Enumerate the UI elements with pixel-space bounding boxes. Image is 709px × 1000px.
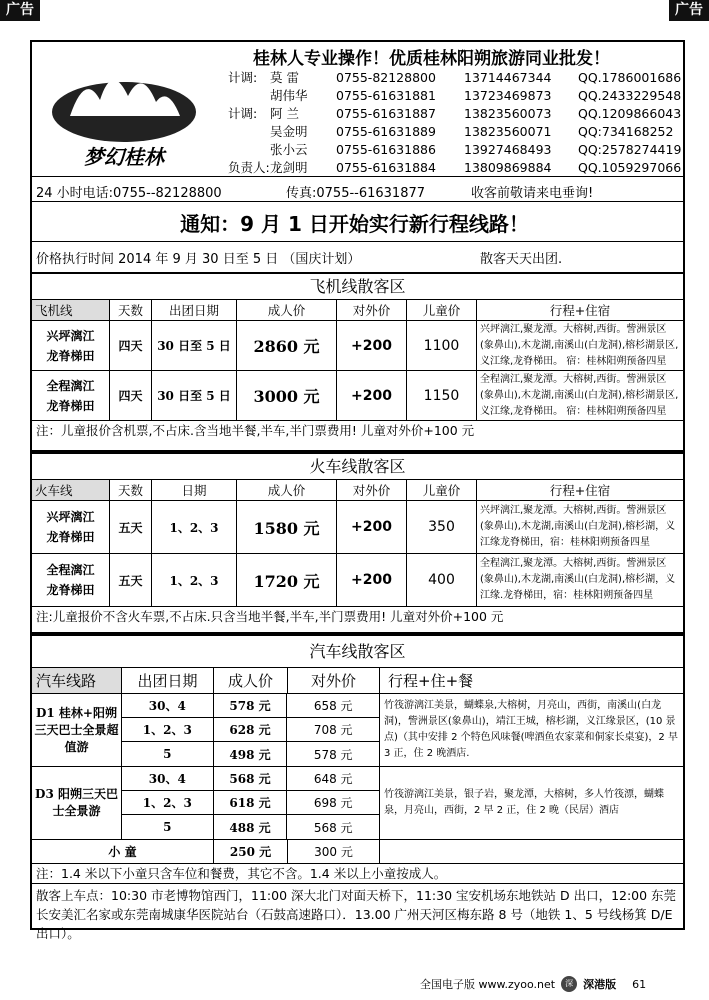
contact-name: 吴金明	[270, 124, 308, 139]
contact-row	[228, 87, 688, 105]
bus-header-cell: 出团日期	[122, 668, 214, 693]
contact-list	[228, 69, 688, 177]
route-line-2: 龙脊梯田	[46, 348, 95, 363]
divider	[30, 176, 685, 177]
flight-row	[32, 321, 683, 371]
contact-mobile: 13823560071	[464, 124, 552, 139]
bus-date: 5	[122, 742, 214, 766]
route-line-2: 龙脊梯田	[46, 398, 95, 413]
flight-section	[30, 272, 685, 452]
hotline-fax: 传真:0755--61631877	[286, 186, 426, 201]
route-line-1: 兴坪漓江	[46, 328, 95, 343]
bus-adult-price: 618 元	[214, 791, 288, 814]
bus-route-name: D1 桂林+阳朔三天巴士全景超值游	[32, 694, 122, 766]
contact-role	[228, 141, 270, 159]
bus-date: 30、4	[122, 767, 214, 790]
hotline-phone: 24 小时电话:0755--82128800	[36, 186, 222, 201]
bus-external-price: 708 元	[313, 723, 353, 737]
bus-header-row	[32, 668, 683, 694]
flight-header-cell: 对外价	[337, 300, 407, 320]
hotline-confirm: 收客前敬请来电垂询!	[471, 186, 594, 201]
child-price: 400	[407, 554, 477, 606]
route-line-1: 兴坪漓江	[46, 510, 95, 524]
adult-price: 1720 元	[237, 554, 337, 606]
contact-name: 莫 雷	[270, 70, 299, 85]
bus-price-block	[122, 767, 380, 839]
route-line-1: 全程漓江	[46, 378, 95, 393]
flight-header-cell: 行程+住宿	[549, 303, 611, 318]
bus-child-row	[32, 840, 683, 864]
train-header-cell: 日期	[152, 480, 237, 500]
contact-qq: QQ.2433229548	[578, 88, 682, 103]
train-section	[30, 452, 685, 634]
dates-cell: 30 日至 5 日	[152, 371, 237, 420]
flight-header-cell: 出团日期	[152, 300, 237, 320]
bus-header-cell: 行程+住+餐	[388, 672, 474, 690]
external-price: +200	[337, 501, 407, 553]
route-name	[32, 554, 110, 606]
header-title: 桂林人专业操作！优质桂林阳朔旅游同业批发！	[253, 49, 610, 69]
contact-mobile: 13809869884	[464, 160, 552, 175]
adult-price: 2860 元	[237, 321, 337, 370]
flight-header-cell: 儿童价	[407, 300, 477, 320]
days-cell: 五天	[110, 501, 152, 553]
contact-name: 胡伟华	[270, 88, 308, 103]
contact-row	[228, 159, 688, 177]
bus-itinerary: 竹筏游漓江美景，银子岩，聚龙潭，大榕树，多人竹筏漂，蝴蝶泉，月亮山，西街，2 早 2 正，住 2 晚（民居）酒店	[384, 789, 664, 816]
notice-title: 通知：9 月 1 日开始实行新行程线路！	[180, 212, 529, 236]
contact-tel: 0755-61631884	[336, 160, 436, 175]
contact-role	[228, 123, 270, 141]
bus-adult-price: 498 元	[214, 742, 288, 766]
contact-row	[228, 123, 688, 141]
dates-cell: 1、2、3	[152, 554, 237, 606]
external-price: +200	[337, 554, 407, 606]
child-adult-price: 250 元	[214, 840, 288, 863]
bus-title: 汽车线散客区	[32, 636, 683, 668]
bus-external-price: 578 元	[313, 747, 353, 762]
bus-date: 30、4	[122, 694, 214, 717]
contact-name: 龙剑明	[270, 160, 308, 175]
train-header-cell: 儿童价	[407, 480, 477, 500]
dates-cell: 1、2、3	[152, 501, 237, 553]
footer-edition: 深港版	[583, 978, 617, 991]
contact-qq: QQ:2578274419	[578, 142, 682, 157]
flight-header-cell: 飞机线	[32, 300, 110, 320]
bus-header-cell: 成人价	[214, 668, 288, 693]
itinerary-cell: 兴坪漓江,聚龙潭。大榕树,西街。訾洲景区(象鼻山),木龙湖,南溪山(白龙洞),榕杉湖景区,义江缘,龙脊梯田。 宿：桂林阳朔预备四星	[480, 323, 679, 367]
flight-header-cell: 天数	[110, 300, 152, 320]
train-title: 火车线散客区	[32, 454, 683, 480]
adult-price: 1580 元	[237, 501, 337, 553]
train-header-cell: 成人价	[237, 480, 337, 500]
flight-row	[32, 371, 683, 421]
itinerary-cell: 全程漓江,聚龙潭。大榕树,西街。訾洲景区(象鼻山),木龙湖,南溪山(白龙洞),榕杉湖景区,义江缘,龙脊梯田。 宿：桂林阳朔预备四星	[480, 373, 679, 417]
bus-date: 1、2、3	[122, 718, 214, 741]
contact-qq: QQ.1059297066	[578, 160, 682, 175]
bus-price-row	[122, 815, 379, 839]
bus-date: 1、2、3	[122, 791, 214, 814]
daily-departure: 散客天天出团.	[480, 252, 563, 267]
child-external-price: 300 元	[288, 840, 380, 863]
bus-adult-price: 578 元	[214, 694, 288, 717]
bus-price-row	[122, 791, 379, 815]
bus-section	[30, 634, 685, 941]
adult-price: 3000 元	[237, 371, 337, 420]
contact-name: 阿 兰	[270, 106, 299, 121]
contact-tel: 0755-82128800	[336, 70, 436, 85]
train-row	[32, 554, 683, 607]
days-cell: 四天	[110, 371, 152, 420]
logo-text: 梦幻桂林	[84, 145, 164, 169]
contact-qq: QQ:734168252	[578, 124, 674, 139]
contact-row	[228, 105, 688, 123]
contact-tel: 0755-61631887	[336, 106, 436, 121]
train-header-cell: 行程+住宿	[549, 483, 611, 498]
ad-label-left: 广告	[0, 0, 40, 21]
contact-qq: QQ.1209866043	[578, 106, 682, 121]
contact-mobile: 13823560073	[464, 106, 552, 121]
bus-external-price: 658 元	[313, 699, 353, 713]
external-price: +200	[337, 371, 407, 420]
company-logo	[30, 42, 218, 172]
train-header-cell: 对外价	[337, 480, 407, 500]
child-price: 1100	[407, 321, 477, 370]
price-period-text: 价格执行时间 2014 年 9 月 30 日至 5 日 （国庆计划）	[36, 252, 361, 267]
train-header-cell: 天数	[110, 480, 152, 500]
page-footer	[420, 976, 646, 992]
days-cell: 四天	[110, 321, 152, 370]
bus-price-row	[122, 767, 379, 791]
bus-date: 5	[122, 815, 214, 839]
flight-note: 注：儿童报价含机票,不占床.含当地半餐,半车,半门票费用! 儿童对外价+100 元	[36, 423, 475, 438]
child-price: 1150	[407, 371, 477, 420]
contact-role: 负责人:	[228, 160, 270, 175]
contact-role	[228, 87, 270, 105]
contact-tel: 0755-61631881	[336, 88, 436, 103]
route-line-2: 龙脊梯田	[46, 530, 95, 544]
external-price: +200	[337, 321, 407, 370]
bus-external-price: 698 元	[313, 796, 353, 810]
contact-mobile: 13927468493	[464, 142, 552, 157]
divider	[30, 241, 685, 242]
bus-note: 注：1.4 米以下小童只含车位和餐费，其它不含。1.4 米以上小童按成人。	[32, 864, 683, 884]
contact-tel: 0755-61631889	[336, 124, 436, 139]
contact-tel: 0755-61631886	[336, 142, 436, 157]
itinerary-cell: 全程漓江,聚龙潭。大榕树,西街。訾洲景区(象鼻山),木龙湖,南溪山(白龙洞),榕杉湖，义江缘.龙脊梯田，宿：桂林阳朔预备四星	[480, 558, 676, 601]
flight-title: 飞机线散客区	[32, 274, 683, 300]
contact-row	[228, 69, 688, 87]
contact-role: 计调:	[228, 106, 258, 121]
flight-header-cell: 成人价	[237, 300, 337, 320]
bus-price-row	[122, 694, 379, 718]
page-number: 61	[632, 977, 647, 991]
days-cell: 五天	[110, 554, 152, 606]
edition-emblem-icon: 深	[561, 976, 577, 992]
bus-route-group	[32, 694, 683, 767]
route-name	[32, 321, 110, 370]
child-price: 350	[407, 501, 477, 553]
train-row	[32, 501, 683, 554]
contact-mobile: 13714467344	[464, 70, 552, 85]
hotline-row	[36, 182, 593, 201]
contact-role: 计调:	[228, 70, 258, 85]
train-header-cell: 火车线	[32, 480, 110, 500]
route-name	[32, 501, 110, 553]
route-name	[32, 371, 110, 420]
train-header-row	[32, 480, 683, 501]
contact-row	[228, 141, 688, 159]
bus-header-cell: 汽车线路	[32, 668, 122, 693]
contact-qq: QQ.1786001686	[578, 70, 682, 85]
dates-cell: 30 日至 5 日	[152, 321, 237, 370]
pickup-points: 散客上车点：10:30 市老博物馆西门，11:00 深大北门对面天桥下，11:30 宝安机场东地铁站 D 出口，12:00 东莞长安美汇名家或东莞南城康华医院站台（石鼓高速路口）．13.00 广州天河区梅东路 8 号（地铁 1、5 号线杨箕 D/E 出口）。	[36, 888, 677, 941]
bus-price-row	[122, 718, 379, 742]
bus-price-block	[122, 694, 380, 766]
route-line-1: 全程漓江	[46, 563, 95, 577]
bus-itinerary: 竹筏游漓江美景，蝴蝶泉,大榕树，月亮山，西街，南溪山(白龙洞)，訾洲景区(象鼻山)，靖江王城，榕杉湖，义江缘景区，(10 景点)（其中安排 2 个特色风味餐(啤酒鱼农家菜和侗家长桌宴)，2 早 3 正，住 2 晚酒店.	[384, 700, 678, 759]
itinerary-cell: 兴坪漓江,聚龙潭。大榕树,西街。訾洲景区(象鼻山),木龙湖,南溪山(白龙洞),榕杉湖，义江缘龙脊梯田，宿：桂林阳朔预备四星	[480, 505, 676, 548]
bus-external-price: 568 元	[313, 820, 353, 835]
ad-label-right: 广告	[669, 0, 709, 21]
bus-adult-price: 568 元	[214, 767, 288, 790]
route-line-2: 龙脊梯田	[46, 583, 95, 597]
price-period-row	[36, 248, 562, 267]
contact-name: 张小云	[270, 142, 308, 157]
bus-external-price: 648 元	[313, 772, 353, 786]
contact-mobile: 13723469873	[464, 88, 552, 103]
train-note: 注:儿童报价不含火车票,不占床.只含当地半餐,半车,半门票费用! 儿童对外价+100 元	[36, 609, 504, 624]
bus-adult-price: 628 元	[214, 718, 288, 741]
bus-route-group	[32, 767, 683, 840]
bus-route-name: D3 阳朔三天巴士全景游	[32, 767, 122, 839]
bus-header-cell: 对外价	[288, 668, 380, 693]
child-label: 小 童	[32, 840, 214, 863]
flight-header-row	[32, 300, 683, 321]
footer-site: 全国电子版 www.zyoo.net	[420, 978, 556, 991]
bus-price-row	[122, 742, 379, 766]
divider	[30, 201, 685, 202]
bus-adult-price: 488 元	[214, 815, 288, 839]
